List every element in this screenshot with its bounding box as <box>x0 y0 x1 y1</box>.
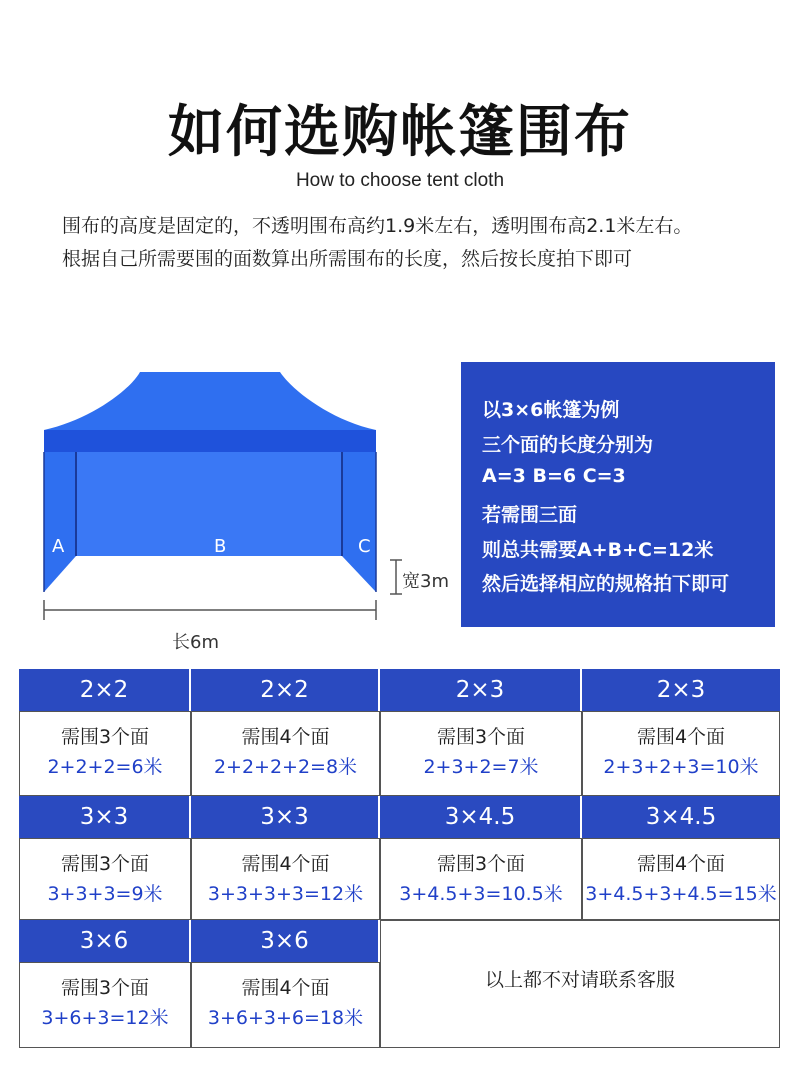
length-calc: 2+2+2+2=8米 <box>213 756 358 778</box>
table-cell <box>191 962 380 1048</box>
example-line: 则总共需要A+B+C=12米 <box>482 539 714 561</box>
length-calc: 3+6+3+6=18米 <box>207 1007 364 1029</box>
tent-valance <box>44 430 376 452</box>
tent-wall-a <box>44 452 76 592</box>
table-cell <box>191 711 380 796</box>
faces-needed: 需围4个面 <box>636 853 726 875</box>
table-cell <box>191 838 380 920</box>
side-b-label: B <box>214 536 227 557</box>
page-subtitle: How to choose tent cloth <box>295 170 505 191</box>
side-a-label: A <box>52 536 65 557</box>
size-header: 2×3 <box>380 669 582 711</box>
table-cell <box>380 838 582 920</box>
size-table <box>19 669 780 1048</box>
table-cell <box>19 711 191 796</box>
faces-needed: 需围4个面 <box>241 853 330 875</box>
page-title: 如何选购帐篷围布 <box>168 100 632 165</box>
faces-needed: 需围4个面 <box>241 977 330 999</box>
example-line: 若需围三面 <box>482 504 578 526</box>
tent-roof <box>44 372 376 430</box>
size-header: 3×4.5 <box>380 796 582 838</box>
faces-needed: 需围3个面 <box>60 977 150 999</box>
length-calc: 3+4.5+3+4.5=15米 <box>585 883 777 905</box>
example-panel <box>461 362 775 627</box>
size-header: 3×3 <box>191 796 380 838</box>
faces-needed: 需围3个面 <box>436 853 526 875</box>
example-line: 三个面的长度分别为 <box>482 434 654 456</box>
intro-line-2: 根据自己所需要围的面数算出所需围布的长度，然后按长度拍下即可 <box>62 248 633 270</box>
size-header: 2×2 <box>191 669 380 711</box>
example-line: A=3 B=6 C=3 <box>482 465 626 487</box>
faces-needed: 需围3个面 <box>60 726 150 748</box>
size-header: 3×3 <box>19 796 191 838</box>
table-cell <box>19 962 191 1048</box>
faces-needed: 需围4个面 <box>636 726 726 748</box>
table-cell <box>19 838 191 920</box>
size-header: 2×2 <box>19 669 191 711</box>
size-header: 3×4.5 <box>582 796 780 838</box>
length-label: 长6m <box>172 632 219 653</box>
example-line: 以3×6帐篷为例 <box>482 399 620 421</box>
faces-needed: 需围3个面 <box>436 726 526 748</box>
tent-illustration <box>30 360 470 660</box>
size-header: 2×3 <box>582 669 780 711</box>
intro-line-1: 围布的高度是固定的，不透明围布高约1.9米左右，透明围布高2.1米左右。 <box>62 215 693 237</box>
side-c-label: C <box>358 536 371 557</box>
size-header: 3×6 <box>19 920 191 962</box>
length-calc: 2+3+2=7米 <box>423 756 539 778</box>
intro-text <box>62 210 782 276</box>
length-calc: 3+3+3=9米 <box>47 883 163 905</box>
faces-needed: 需围3个面 <box>60 853 150 875</box>
table-cell <box>582 838 780 920</box>
length-calc: 3+4.5+3=10.5米 <box>399 883 563 905</box>
table-cell <box>582 711 780 796</box>
tent-wall-c <box>342 452 376 592</box>
length-calc: 3+6+3=12米 <box>41 1007 169 1029</box>
length-calc: 2+2+2=6米 <box>47 756 163 778</box>
tent-wall-b <box>76 452 342 556</box>
width-label: 宽3m <box>402 571 449 592</box>
size-header: 3×6 <box>191 920 380 962</box>
faces-needed: 需围4个面 <box>241 726 330 748</box>
length-calc: 3+3+3+3=12米 <box>207 883 364 905</box>
length-calc: 2+3+2+3=10米 <box>603 756 759 778</box>
table-cell <box>380 711 582 796</box>
example-line: 然后选择相应的规格拍下即可 <box>482 573 730 595</box>
contact-service-note <box>380 920 780 1048</box>
contact-service-text: 以上都不对请联系客服 <box>484 969 675 991</box>
tent-diagram <box>30 360 470 660</box>
